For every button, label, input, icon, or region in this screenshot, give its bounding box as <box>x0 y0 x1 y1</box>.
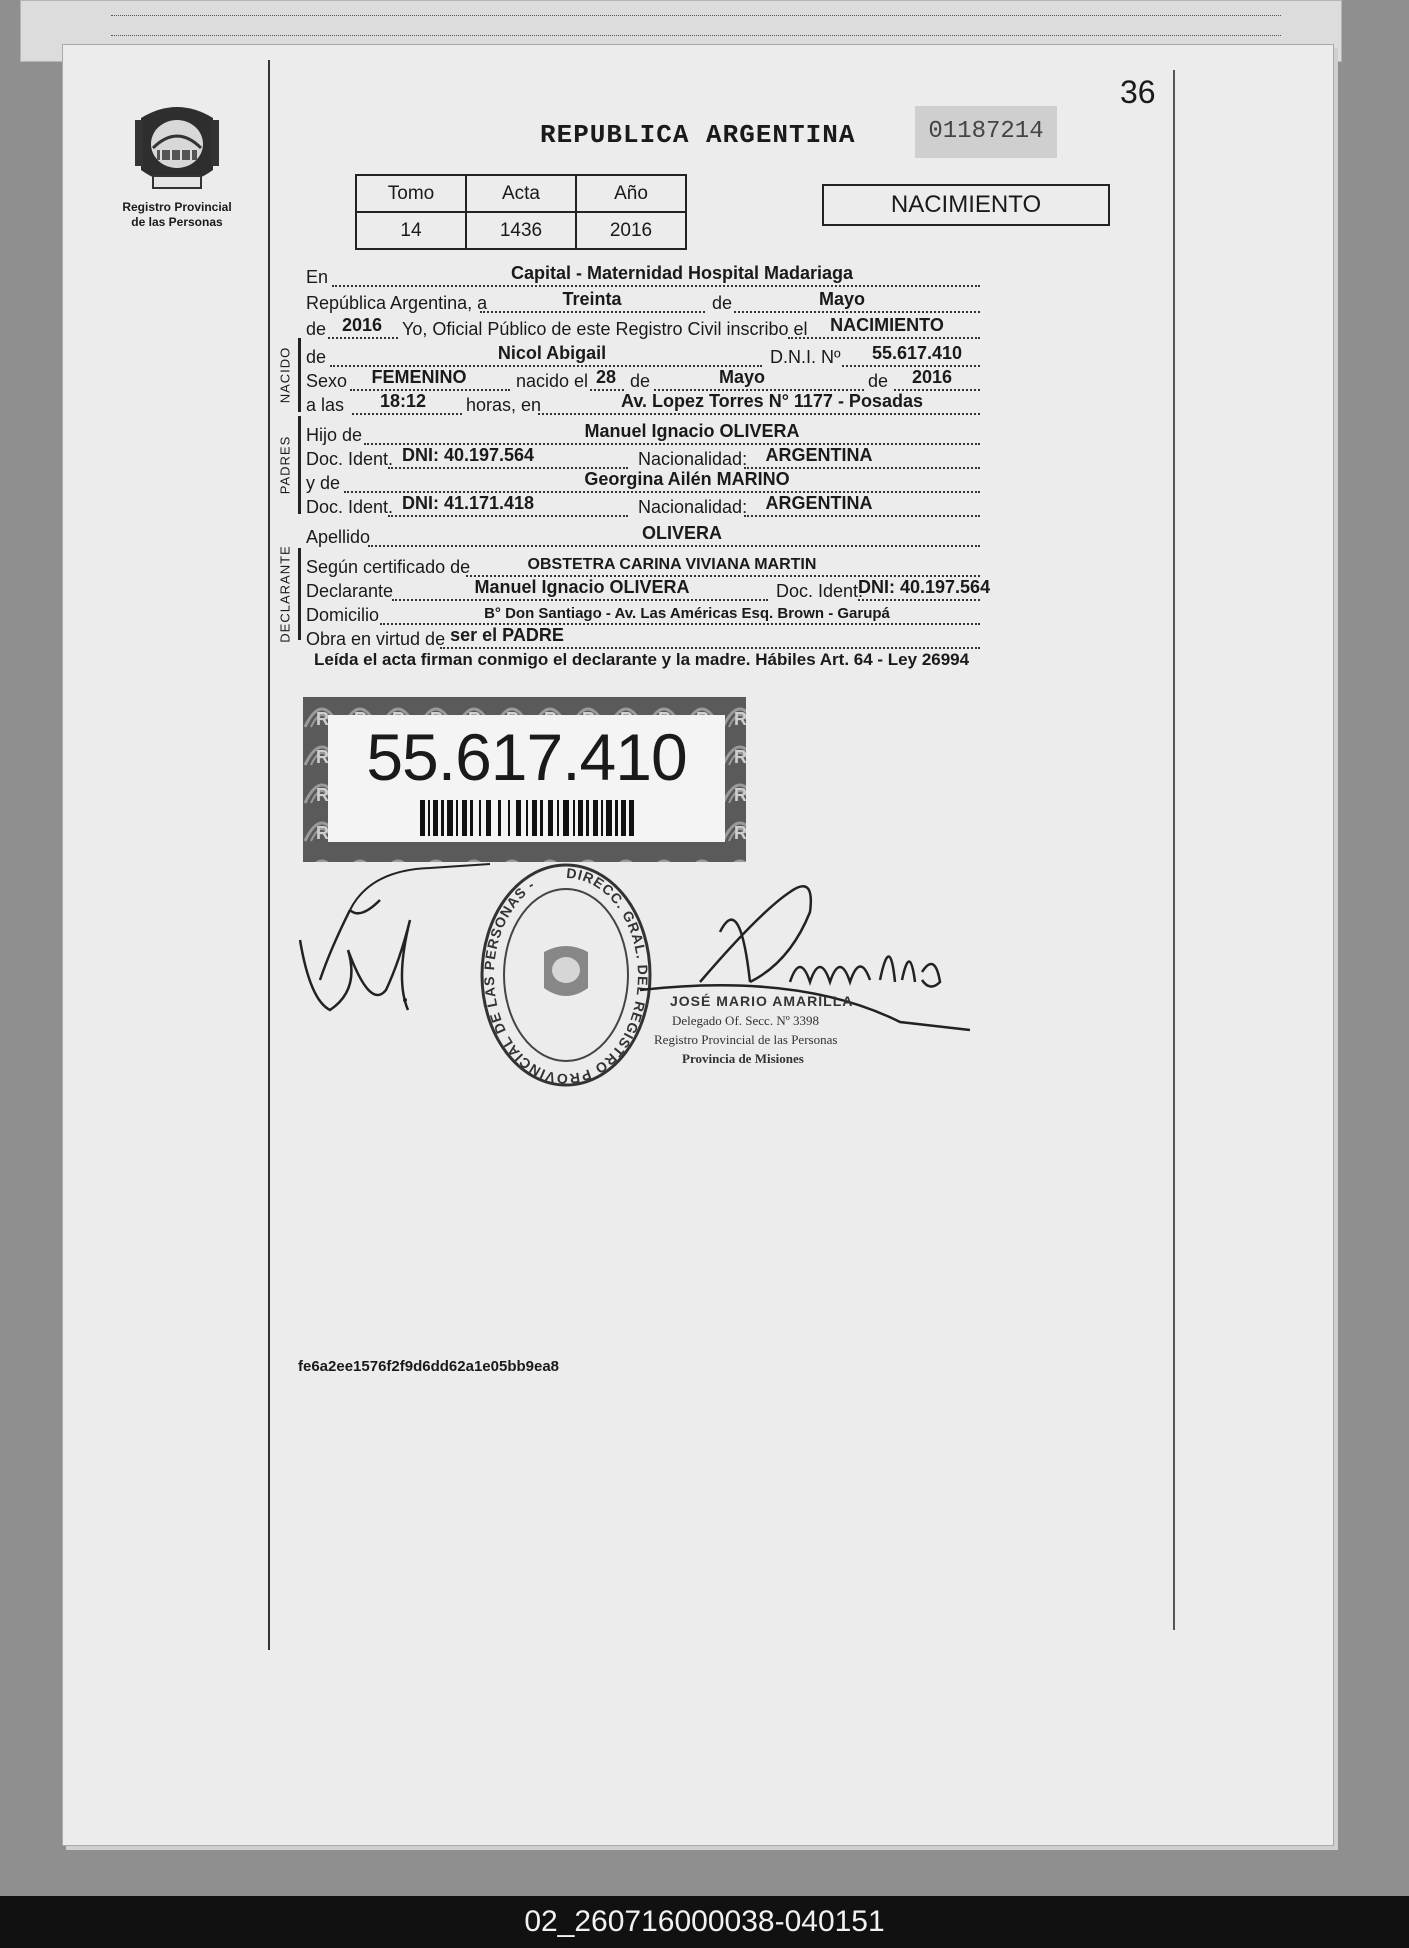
declarante-label: Declarante <box>306 581 394 601</box>
doc-ident-label: Doc. Ident. <box>306 497 394 517</box>
declarante-name-value: Manuel Ignacio OLIVERA <box>474 577 690 597</box>
country-title: REPUBLICA ARGENTINA <box>540 120 856 150</box>
mother-name-value: Georgina Ailén MARINO <box>584 469 790 489</box>
father-nationality-value: ARGENTINA <box>765 445 873 465</box>
dotted-rule <box>111 35 1281 36</box>
tomo-acta-ano-table <box>355 174 687 250</box>
misiones-coat-of-arms-icon <box>129 100 225 200</box>
de-label: de <box>306 319 327 339</box>
table-value-row <box>356 212 686 249</box>
table-header-row <box>356 175 686 212</box>
dotted-line <box>388 515 628 517</box>
official-title: Delegado Of. Secc. Nº 3398 <box>672 1013 819 1028</box>
mother-doc-value: DNI: 41.171.418 <box>401 493 535 513</box>
sexo-value: FEMENINO <box>371 367 467 387</box>
certificado-label: Según certificado de <box>306 557 471 577</box>
doc-ident-label: Doc. Ident. <box>776 581 864 601</box>
barcode-label <box>328 715 725 842</box>
birth-address-value: Av. Lopez Torres N° 1177 - Posadas <box>621 391 923 411</box>
de-label: de <box>868 371 889 391</box>
document-hash: fe6a2ee1576f2f9d6dd62a1e05bb9ea8 <box>298 1358 560 1375</box>
dotted-line <box>788 337 980 339</box>
closing-statement: Leída el acta firman conmigo el declarante y la madre. Hábiles Art. 64 - Ley 26994 <box>314 650 970 669</box>
sexo-label: Sexo <box>306 371 348 391</box>
tomo-value: 14 <box>356 212 466 249</box>
nacido-el-label: nacido el <box>516 371 589 391</box>
apellido-value: OLIVERA <box>641 523 722 543</box>
official-name: JOSÉ MARIO AMARILLA <box>670 993 854 1009</box>
nacionalidad-label: Nacionalidad: <box>638 497 748 517</box>
registry-name-line1: Registro Provincial <box>122 200 232 214</box>
scan-id-text: 02_260716000038-040151 <box>524 1905 885 1938</box>
de-label: de <box>306 347 327 367</box>
provincial-registry-seal <box>478 862 654 1088</box>
birth-time-value: 18:12 <box>379 391 427 411</box>
republica-label: República Argentina, a <box>306 293 488 313</box>
declarante-section-label: DECLARANTE <box>277 545 293 643</box>
declarante-doc-value: DNI: 40.197.564 <box>858 577 991 597</box>
horas-label: horas, en <box>466 395 542 415</box>
de-label: de <box>712 293 733 313</box>
father-doc-value: DNI: 40.197.564 <box>401 445 535 465</box>
ano-value: 2016 <box>576 212 686 249</box>
birth-year-value: 2016 <box>911 367 953 387</box>
child-dni-value: 55.617.410 <box>871 343 963 363</box>
dotted-line <box>538 413 980 415</box>
official-stamp <box>654 992 853 1068</box>
barcode-icon <box>420 800 634 836</box>
dotted-rule <box>111 15 1281 16</box>
padres-section-label: PADRES <box>277 435 293 495</box>
inscription-row <box>302 312 1150 342</box>
inscription-value: NACIMIENTO <box>830 315 944 335</box>
domicilio-label: Domicilio <box>306 605 380 625</box>
obra-label: Obra en virtud de <box>306 629 446 649</box>
ano-header: Año <box>576 175 686 212</box>
day-words-value: Treinta <box>562 289 622 309</box>
mother-doc-row <box>302 490 1150 520</box>
tomo-header: Tomo <box>356 175 466 212</box>
dni-barcode-sticker <box>303 697 746 862</box>
apellido-label: Apellido <box>306 527 371 547</box>
child-name-value: Nicol Abigail <box>497 343 607 363</box>
left-margin-rule <box>268 60 270 1650</box>
father-name-value: Manuel Ignacio OLIVERA <box>584 421 800 441</box>
page-number: 36 <box>1120 74 1156 110</box>
domicilio-value: B° Don Santiago - Av. Las Américas Esq. Brown - Garupá <box>484 605 890 622</box>
official-registry: Registro Provincial de las Personas <box>654 1032 838 1047</box>
en-label: En <box>306 267 329 287</box>
nacionalidad-label: Nacionalidad: <box>638 449 748 469</box>
y-de-label: y de <box>306 473 341 493</box>
dotted-line <box>744 515 980 517</box>
dotted-line <box>440 647 980 649</box>
record-type-box: NACIMIENTO <box>822 184 1110 226</box>
obra-value: ser el PADRE <box>450 625 564 645</box>
registry-name-line2: de las Personas <box>131 215 223 229</box>
registry-logo <box>92 100 262 230</box>
dotted-line <box>328 337 398 339</box>
nacido-section-label: NACIDO <box>277 346 293 404</box>
a-las-label: a las <box>306 395 345 415</box>
official-text: Yo, Oficial Público de este Registro Civil inscribo el <box>402 319 808 339</box>
apellido-row <box>302 520 1150 550</box>
year-value: 2016 <box>341 315 383 335</box>
de-label: de <box>630 371 651 391</box>
birth-day-value: 28 <box>595 367 617 387</box>
scan-id-bar <box>0 1896 1409 1948</box>
acta-header: Acta <box>466 175 576 212</box>
acta-value: 1436 <box>466 212 576 249</box>
obra-row <box>302 622 1150 652</box>
serial-number: 01187214 <box>915 106 1057 158</box>
official-province: Provincia de Misiones <box>682 1051 804 1066</box>
mother-nationality-value: ARGENTINA <box>765 493 873 513</box>
dotted-line <box>368 545 980 547</box>
dni-label: D.N.I. Nº <box>770 347 841 367</box>
birth-month-value: Mayo <box>718 367 765 387</box>
certificado-value: OBSTETRA CARINA VIVIANA MARTIN <box>527 556 817 573</box>
doc-ident-label: Doc. Ident. <box>306 449 394 469</box>
barcode-dni-number: 55.617.410 <box>366 720 687 794</box>
dotted-line <box>352 413 462 415</box>
hijo-de-label: Hijo de <box>306 425 363 445</box>
right-margin-rule <box>1173 70 1175 1630</box>
place-value: Capital - Maternidad Hospital Madariaga <box>510 263 854 283</box>
svg-text:DIRECC. GRAL. DEL REGISTRO PRO: DIRECC. GRAL. DEL REGISTRO PROVINCIAL DE LAS PERSONAS - <box>480 864 652 1088</box>
time-address-row <box>302 388 1150 418</box>
month-value: Mayo <box>818 289 865 309</box>
declarant-signature <box>290 860 510 1030</box>
